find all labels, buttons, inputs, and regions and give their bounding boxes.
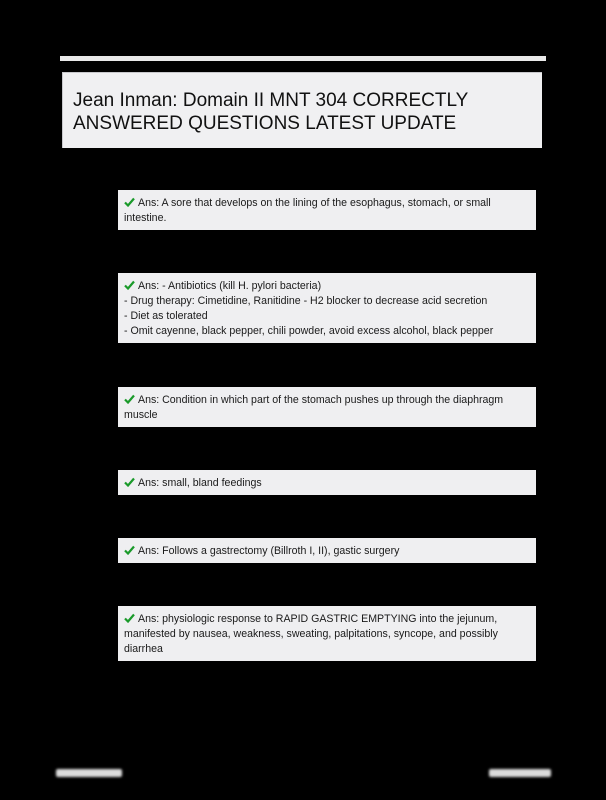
answer-text: Ans: Condition in which part of the stomach pushes up through the diaphragm <box>138 394 504 406</box>
answer-line <box>124 196 530 211</box>
answer-line <box>124 476 530 491</box>
answer-box <box>118 190 536 230</box>
answer-text: Ans: physiologic response to RAPID GASTRIC EMPTYING into the jejunum, <box>138 613 498 625</box>
check-icon <box>124 545 135 555</box>
title-box <box>62 72 542 148</box>
answer-box <box>118 606 536 661</box>
answer-box <box>118 273 536 343</box>
answer-line <box>124 544 530 559</box>
answer-text: Ans: Follows a gastrectomy (Billroth I, II), gastic surgery <box>138 545 400 557</box>
answer-line: muscle <box>124 409 158 421</box>
check-icon <box>124 477 135 487</box>
page-title: Jean Inman: Domain II MNT 304 CORRECTLY ANSWERED QUESTIONS LATEST UPDATE <box>73 90 468 134</box>
footer-watermark-left <box>56 769 122 777</box>
answer-line: - Omit cayenne, black pepper, chili powder, avoid excess alcohol, black pepper <box>124 325 494 337</box>
answer-box <box>118 538 536 563</box>
check-icon <box>124 394 135 404</box>
answer-line <box>124 612 530 627</box>
answer-text: Ans: small, bland feedings <box>138 477 262 489</box>
check-icon <box>124 613 135 623</box>
answer-line <box>124 393 530 408</box>
answer-line: intestine. <box>124 212 167 224</box>
answer-line: - Diet as tolerated <box>124 310 208 322</box>
check-icon <box>124 197 135 207</box>
answer-box <box>118 470 536 495</box>
check-icon <box>124 280 135 290</box>
answer-box <box>118 387 536 427</box>
answer-line: manifested by nausea, weakness, sweating, palpitations, syncope, and possibly <box>124 628 498 640</box>
answer-line: - Drug therapy: Cimetidine, Ranitidine - H2 blocker to decrease acid secretion <box>124 295 488 307</box>
top-divider <box>60 56 546 61</box>
footer-watermark-right <box>489 769 551 777</box>
answer-line <box>124 279 530 294</box>
answer-line: diarrhea <box>124 643 163 655</box>
answer-text: Ans: - Antibiotics (kill H. pylori bacteria) <box>138 280 322 292</box>
answer-text: Ans: A sore that develops on the lining of the esophagus, stomach, or small <box>138 197 491 209</box>
